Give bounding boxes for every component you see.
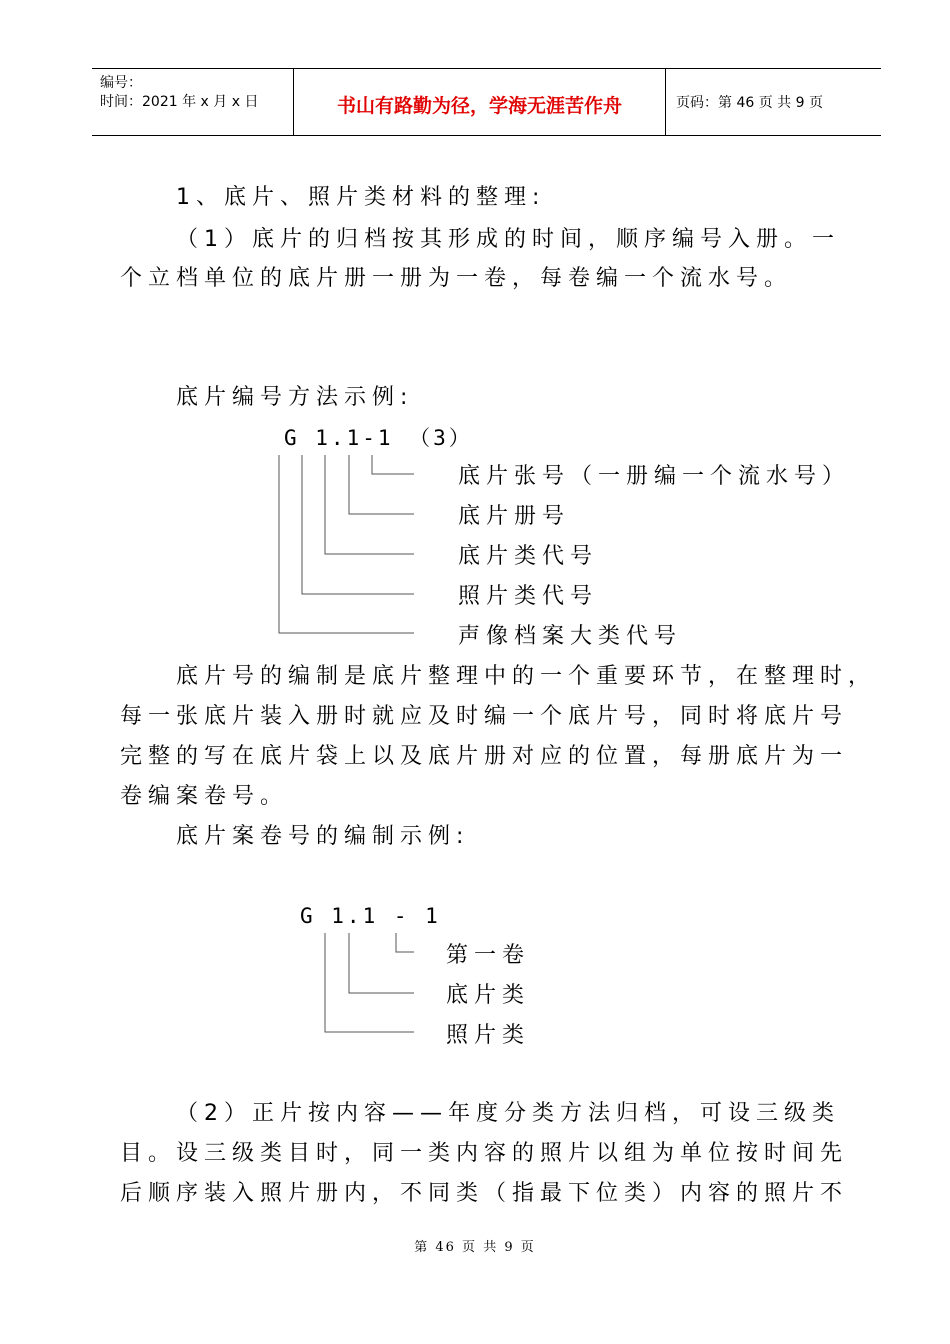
example-title: 底片编号方法示例: bbox=[176, 385, 414, 410]
bracket-line bbox=[279, 455, 414, 633]
bracket-line bbox=[349, 455, 414, 514]
paragraph-line: 每一张底片装入册时就应及时编一个底片号，同时将底片号 bbox=[120, 704, 849, 729]
section-title: 1、底片、照片类材料的整理: bbox=[176, 185, 546, 210]
bracket-line bbox=[349, 933, 414, 993]
bracket-line bbox=[372, 455, 414, 474]
bracket-line bbox=[325, 933, 414, 1032]
number-label: 编号： bbox=[100, 75, 142, 91]
paragraph-line: 后顺序装入照片册内，不同类（指最下位类）内容的照片不 bbox=[120, 1181, 849, 1206]
motto: 书山有路勤为径，学海无涯苦作舟 bbox=[336, 95, 622, 117]
paragraph-line: （2）正片按内容——年度分类方法归档，可设三级类 bbox=[176, 1101, 840, 1126]
page-label: 页码：第 46 页 共 9 页 bbox=[676, 95, 823, 111]
header-left-cell bbox=[92, 69, 293, 135]
example-code: G 1.1 - 1 bbox=[300, 904, 441, 928]
code-label: 底片类代号 bbox=[458, 544, 599, 569]
page-footer: 第 46 页 共 9 页 bbox=[414, 1240, 536, 1255]
bracket-line bbox=[396, 933, 414, 952]
header-right-cell bbox=[666, 69, 881, 135]
example-code: G 1.1-1 （3） bbox=[284, 426, 473, 450]
paragraph-line: 个立档单位的底片册一册为一卷，每卷编一个流水号。 bbox=[120, 266, 793, 291]
code-label: 声像档案大类代号 bbox=[458, 624, 683, 649]
code-label: 照片类 bbox=[446, 1023, 531, 1048]
code-label: 底片类 bbox=[446, 983, 531, 1008]
paragraph-line: 底片号的编制是底片整理中的一个重要环节，在整理时， bbox=[176, 664, 877, 689]
code-label: 第一卷 bbox=[446, 943, 531, 968]
paragraph-line: （1）底片的归档按其形成的时间，顺序编号入册。一 bbox=[176, 227, 840, 252]
paragraph-line: 卷编案卷号。 bbox=[120, 784, 289, 809]
bracket-line bbox=[302, 455, 414, 594]
document-header bbox=[92, 68, 881, 136]
example-title: 底片案卷号的编制示例: bbox=[176, 824, 470, 849]
paragraph-line: 目。设三级类目时，同一类内容的照片以组为单位按时间先 bbox=[120, 1141, 849, 1166]
paragraph-line: 完整的写在底片袋上以及底片册对应的位置，每册底片为一 bbox=[120, 744, 849, 769]
code-label: 照片类代号 bbox=[458, 584, 599, 609]
header-motto-cell bbox=[293, 69, 666, 135]
code-label: 底片册号 bbox=[458, 504, 571, 529]
bracket-line bbox=[325, 455, 414, 554]
time-label: 时间：2021 年 x 月 x 日 bbox=[100, 94, 259, 110]
code-label: 底片张号（一册编一个流水号） bbox=[458, 464, 851, 489]
